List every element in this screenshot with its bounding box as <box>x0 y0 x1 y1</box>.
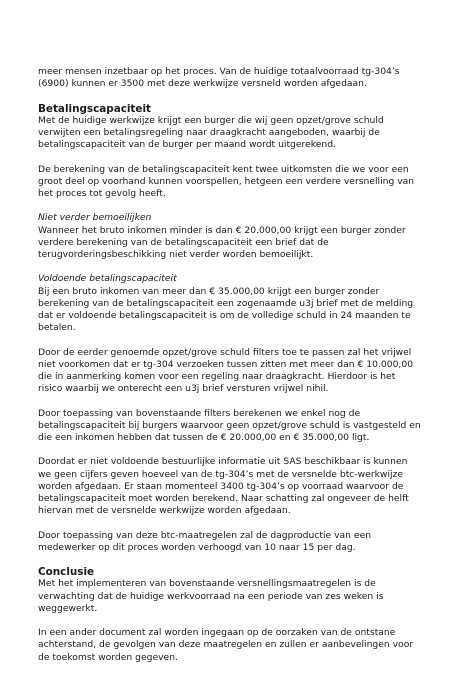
text-line: we geen cijfers geven hoeveel van de tg-304’s met de versnelde btc-werkwijze <box>38 468 404 480</box>
text-line: weggewerkt. <box>38 602 98 614</box>
text-line: Door toepassing van deze btc-maatregelen zal de dagproductie van een <box>38 529 372 541</box>
section-heading-conclusie: Conclusie <box>38 566 95 579</box>
text-line: terugvorderingsbeschikking niet verder worden bemoeilijkt. <box>38 249 314 260</box>
paragraph-niet-verder-bemoeilijken <box>38 225 426 262</box>
text-line: Met de huidige werkwijze krijgt een burger die wij geen opzet/grove schuld <box>38 114 384 126</box>
text-line: betalingscapaciteit bij burgers waarvoor geen opzet/grove schuld is vastgesteld en <box>38 419 421 431</box>
text-line: betalen. <box>38 322 76 334</box>
text-line: de toekomst worden gegeven. <box>38 651 178 663</box>
text-line: Wanneer het bruto inkomen minder is dan € 20.000,00 krijgt een burger zonder <box>38 224 406 236</box>
text-line: verwijten een betalingsregeling naar draagkracht aangeboden, waarbij de <box>38 127 380 138</box>
paragraph-conclusie-verwachting <box>38 578 426 615</box>
text-line: het proces tot gevolg heeft. <box>38 188 166 199</box>
text-line: risico waarbij we onterecht een u3j brief versturen vrijwel nihil. <box>38 383 329 395</box>
paragraph-bestuurlijke-informatie <box>38 456 426 517</box>
section-heading-betalingscapaciteit: Betalingscapaciteit <box>38 102 151 115</box>
paragraph-toepassing-filters <box>38 408 426 445</box>
text-line: verdere berekening van de betalingscapaciteit een brief dat de <box>38 236 329 248</box>
text-line: In een ander document zal worden ingegaan op de oorzaken van de ontstane <box>38 627 396 639</box>
text-line: betalingscapaciteit van de burger per maand wordt uitgerekend. <box>38 139 336 151</box>
text-line: Door de eerder genoemde opzet/grove schuld filters toe te passen zal het vrijwel <box>38 346 412 358</box>
paragraph-conclusie-ander-document <box>38 627 426 664</box>
text-line: worden afgedaan. Er staan momenteel 3400 tg-304’s op voorraad waarvoor de <box>38 480 404 492</box>
text-line: Met het implementeren van bovenstaande versnellingsmaatregelen is de <box>38 578 376 590</box>
text-line: die een inkomen hebben dat tussen de € 20.000,00 en € 35.000,00 ligt. <box>38 432 370 443</box>
document-body <box>38 66 426 664</box>
paragraph-voldoende-betalingscapaciteit <box>38 286 426 335</box>
text-line: groot deel op voorhand kunnen voorspellen, hetgeen een verdere versnelling van <box>38 175 415 187</box>
subheading-niet-verder-bemoeilijken: Niet verder bemoeilijken <box>38 212 152 224</box>
text-line: meer mensen inzetbaar op het proces. Van de huidige totaalvoorraad tg-304’s <box>38 66 400 77</box>
text-line: Bij een bruto inkomen van meer dan € 35.000,00 krijgt een burger zonder <box>38 285 380 297</box>
text-line: berekening van de betalingscapaciteit een zogenaamde u3j brief met de melding <box>38 297 414 309</box>
text-line: hiervan met de versnelde werkwijze worden afgedaan. <box>38 505 291 517</box>
text-line: Doordat er niet voldoende bestuurlijke informatie uit SAS beschikbaar is kunnen <box>38 456 408 468</box>
text-line: verwachting dat de huidige werkvoorraad na een periode van zes weken is <box>38 590 384 602</box>
text-line: dat er voldoende betalingscapaciteit is om de volledige schuld in 24 maanden te <box>38 310 411 321</box>
text-line: De berekening van de betalingscapaciteit kent twee uitkomsten die we voor een <box>38 163 409 175</box>
text-line: die in aanmerking komen voor een regeling naar draagkracht. Hierdoor is het <box>38 371 396 382</box>
paragraph-berekening <box>38 164 426 201</box>
text-line: achterstand, de gevolgen van deze maatregelen en zullen er aanbevelingen voor <box>38 639 414 651</box>
intro-paragraph <box>38 66 426 90</box>
text-line: Door toepassing van bovenstaande filters berekenen we enkel nog de <box>38 407 361 419</box>
text-line: betalingscapaciteit moet worden berekend. Naar schatting zal ongeveer de helft <box>38 493 409 504</box>
paragraph-filters <box>38 347 426 396</box>
paragraph-werkwijze <box>38 115 426 152</box>
subheading-voldoende-betalingscapaciteit: Voldoende betalingscapaciteit <box>38 273 177 285</box>
text-line: niet voorkomen dat er tg-304 verzoeken tussen zitten met meer dan € 10.000,00 <box>38 358 414 370</box>
paragraph-dagproductie <box>38 530 426 554</box>
text-line: medewerker op dit proces worden verhoogd van 10 naar 15 per dag. <box>38 541 356 553</box>
text-line: (6900) kunnen er 3500 met deze werkwijze versneld worden afgedaan. <box>38 78 367 90</box>
